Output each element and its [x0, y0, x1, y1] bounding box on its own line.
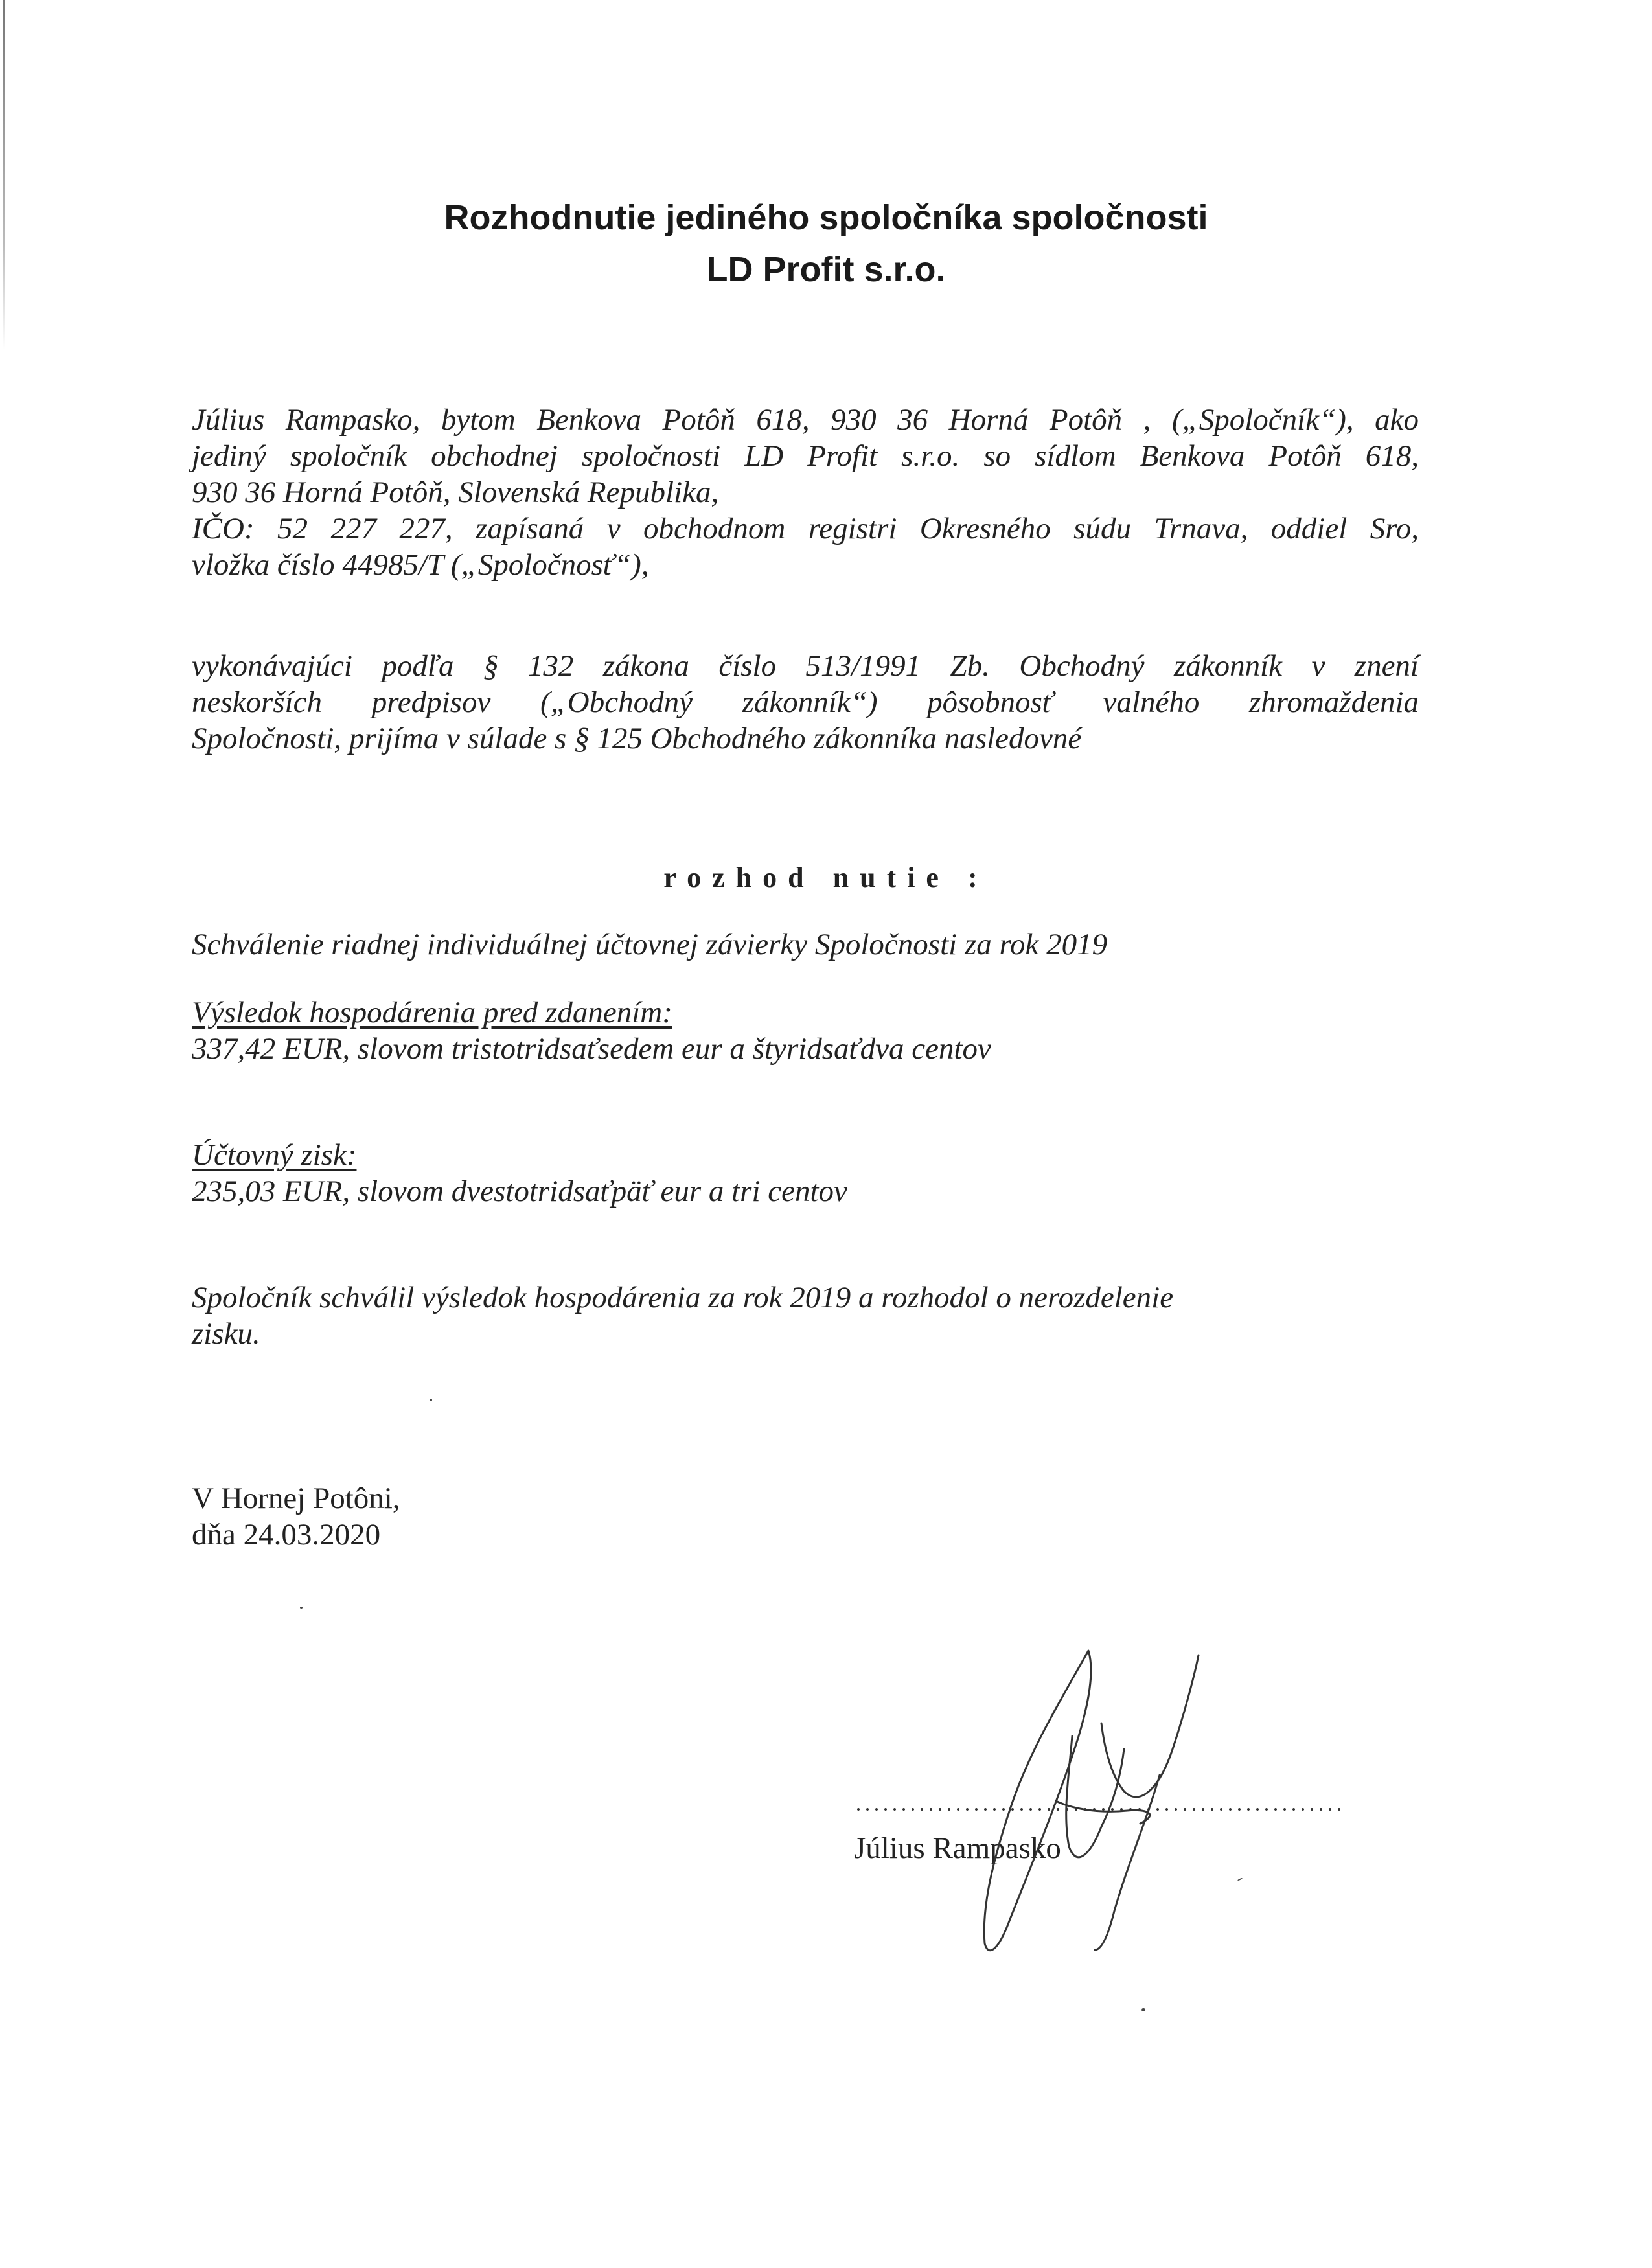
place: V Hornej Potôni,	[192, 1482, 400, 1515]
scan-speck	[1141, 2008, 1145, 2011]
result-value: 337,42 EUR, slovom tristotridsaťsedem eur a štyridsaťdva centov	[192, 1032, 991, 1066]
approval-line: Spoločník schválil výsledok hospodárenia za rok 2019 a rozhodol o nerozdelenie	[192, 1281, 1174, 1314]
decision-subject: Schválenie riadnej individuálnej účtovnej závierky Spoločnosti za rok 2019	[192, 928, 1108, 961]
intro-line: jediný spoločník obchodnej spoločnosti LD Profit s.r.o. so sídlom Benkova Potôň 618,	[192, 439, 1419, 473]
intro-paragraph	[192, 402, 1419, 583]
intro-line: Július Rampasko, bytom Benkova Potôň 618, 930 36 Horná Potôň , („Spoločník“), ako	[192, 403, 1419, 437]
scan-edge	[3, 0, 5, 350]
profit-value: 235,03 EUR, slovom dvestotridsaťpäť eur a tri centov	[192, 1174, 847, 1208]
exercising-line: Spoločnosti, prijíma v súlade s § 125 Obchodného zákonníka nasledovné	[192, 722, 1082, 755]
result-label: Výsledok hospodárenia pred zdanením:	[192, 996, 672, 1029]
exercising-line: neskorších predpisov („Obchodný zákonník“) pôsobnosť valného zhromaždenia	[192, 685, 1419, 719]
decision-heading: rozhod nutie :	[663, 862, 989, 893]
date: dňa 24.03.2020	[192, 1518, 381, 1552]
intro-line: 930 36 Horná Potôň, Slovenská Republika,	[192, 475, 719, 509]
intro-line: vložka číslo 44985/T („Spoločnosť“),	[192, 548, 649, 582]
scan-speck	[1237, 1877, 1243, 1881]
approval-line: zisku.	[192, 1317, 260, 1351]
signatory-name: Július Rampasko	[854, 1831, 1061, 1865]
exercising-line: vykonávajúci podľa § 132 zákona číslo 513/1991 Zb. Obchodný zákonník v znení	[192, 649, 1419, 683]
signature-line	[854, 1807, 1346, 1811]
profit-label: Účtovný zisk:	[192, 1138, 357, 1172]
document-title-line-1: Rozhodnutie jediného spoločníka spoločnosti	[444, 198, 1208, 237]
document-title-line-2: LD Profit s.r.o.	[706, 250, 946, 289]
scan-speck	[430, 1399, 432, 1401]
intro-line: IČO: 52 227 227, zapísaná v obchodnom registri Okresného súdu Trnava, oddiel Sro,	[192, 512, 1419, 545]
scan-speck	[300, 1607, 303, 1609]
exercising-paragraph	[192, 648, 1419, 757]
